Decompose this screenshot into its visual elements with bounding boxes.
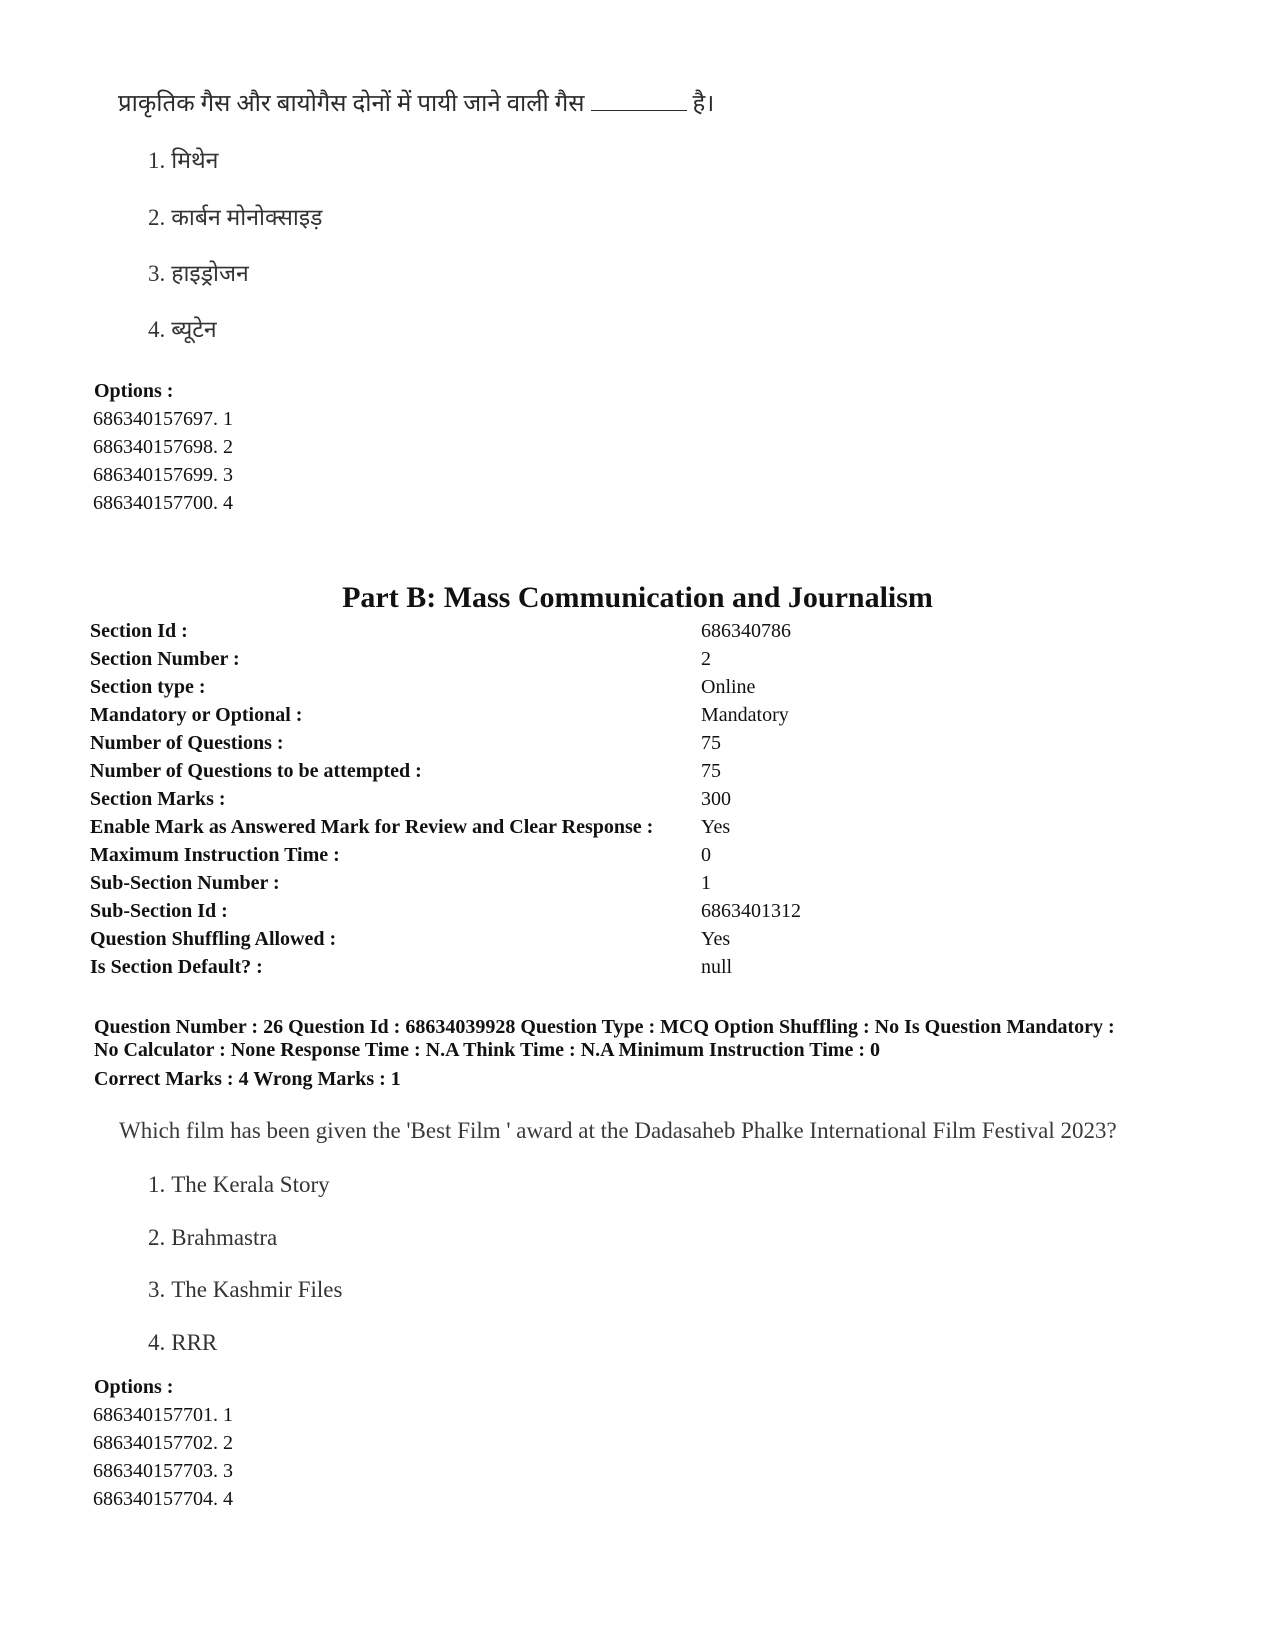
option-id-row: 686340157697. 1 — [93, 408, 233, 430]
section-info-value: 6863401312 — [701, 900, 801, 922]
question-25-text-before: प्राकृतिक गैस और बायोगैस दोनों में पायी जाने वाली गैस — [118, 91, 585, 117]
choice-number: 1. — [148, 148, 166, 173]
question-25-choice-2 — [148, 200, 322, 232]
question-25-text — [118, 86, 714, 119]
section-info-key: Section Marks : — [90, 788, 226, 810]
choice-number: 3. — [148, 261, 166, 286]
question-26-choice-4 — [148, 1330, 217, 1356]
section-info-key: Section Number : — [90, 648, 240, 670]
option-id-row: 686340157702. 2 — [93, 1432, 233, 1454]
question-26-text: Which film has been given the 'Best Film ' award at the Dadasaheb Phalke International Film Festival 2023? — [119, 1118, 1117, 1143]
question-25-choice-4 — [148, 312, 217, 344]
choice-text: हाइड्रोजन — [171, 261, 249, 286]
question-26-marks: Correct Marks : 4 Wrong Marks : 1 — [94, 1068, 401, 1090]
question-26-choice-1 — [148, 1172, 330, 1198]
section-info-key: Maximum Instruction Time : — [90, 844, 340, 866]
question-25-choice-1 — [148, 143, 218, 175]
options-label: Options : — [94, 380, 174, 402]
question-26-choice-2 — [148, 1225, 277, 1251]
section-info-value: 686340786 — [701, 620, 791, 642]
section-info-key: Section type : — [90, 676, 206, 698]
section-info-value: Mandatory — [701, 704, 789, 726]
part-title: Part B: Mass Communication and Journalism — [342, 581, 933, 614]
section-info-key: Number of Questions to be attempted : — [90, 760, 422, 782]
option-id-row: 686340157703. 3 — [93, 1460, 233, 1482]
option-id-row: 686340157704. 4 — [93, 1488, 233, 1510]
section-info-key: Sub-Section Id : — [90, 900, 228, 922]
section-info-key: Number of Questions : — [90, 732, 284, 754]
option-id-row: 686340157700. 4 — [93, 492, 233, 514]
section-info-key: Sub-Section Number : — [90, 872, 280, 894]
question-25-choice-3 — [148, 256, 249, 288]
section-info-key: Section Id : — [90, 620, 188, 642]
choice-text: The Kerala Story — [171, 1172, 330, 1197]
section-info-key: Is Section Default? : — [90, 956, 263, 978]
option-id-row: 686340157699. 3 — [93, 464, 233, 486]
question-26-choice-3 — [148, 1277, 342, 1303]
answer-blank — [591, 90, 687, 111]
section-info-value: 300 — [701, 788, 731, 810]
choice-number: 2. — [148, 1225, 166, 1250]
choice-number: 4. — [148, 317, 166, 342]
choice-text: Brahmastra — [171, 1225, 278, 1250]
choice-text: कार्बन मोनोक्साइड़ — [171, 205, 323, 230]
section-info-key: Enable Mark as Answered Mark for Review and Clear Response : — [90, 816, 654, 838]
section-info-value: Online — [701, 676, 756, 698]
section-info-value: Yes — [701, 928, 731, 950]
section-info-value: 1 — [701, 872, 711, 894]
question-25-text-after: है। — [692, 91, 715, 117]
section-info-value: 0 — [701, 844, 711, 866]
choice-number: 4. — [148, 1330, 166, 1355]
option-id-row: 686340157701. 1 — [93, 1404, 233, 1426]
choice-number: 2. — [148, 205, 166, 230]
option-id-row: 686340157698. 2 — [93, 436, 233, 458]
choice-number: 3. — [148, 1277, 166, 1302]
question-26-meta-line-1: Question Number : 26 Question Id : 68634039928 Question Type : MCQ Option Shuffling : No Is Question Mandatory : — [94, 1016, 1115, 1038]
question-26-meta-line-2: No Calculator : None Response Time : N.A Think Time : N.A Minimum Instruction Time : 0 — [94, 1039, 880, 1061]
choice-text: The Kashmir Files — [171, 1277, 343, 1302]
section-info-key: Mandatory or Optional : — [90, 704, 303, 726]
options-label: Options : — [94, 1376, 174, 1398]
choice-text: RRR — [171, 1330, 218, 1355]
choice-text: ब्यूटेन — [171, 317, 217, 342]
section-info-key: Question Shuffling Allowed : — [90, 928, 337, 950]
section-info-value: Yes — [701, 816, 731, 838]
section-info-value: 75 — [701, 732, 721, 754]
section-info-value: null — [701, 956, 733, 978]
choice-number: 1. — [148, 1172, 166, 1197]
choice-text: मिथेन — [171, 148, 219, 173]
section-info-value: 2 — [701, 648, 711, 670]
section-info-value: 75 — [701, 760, 721, 782]
